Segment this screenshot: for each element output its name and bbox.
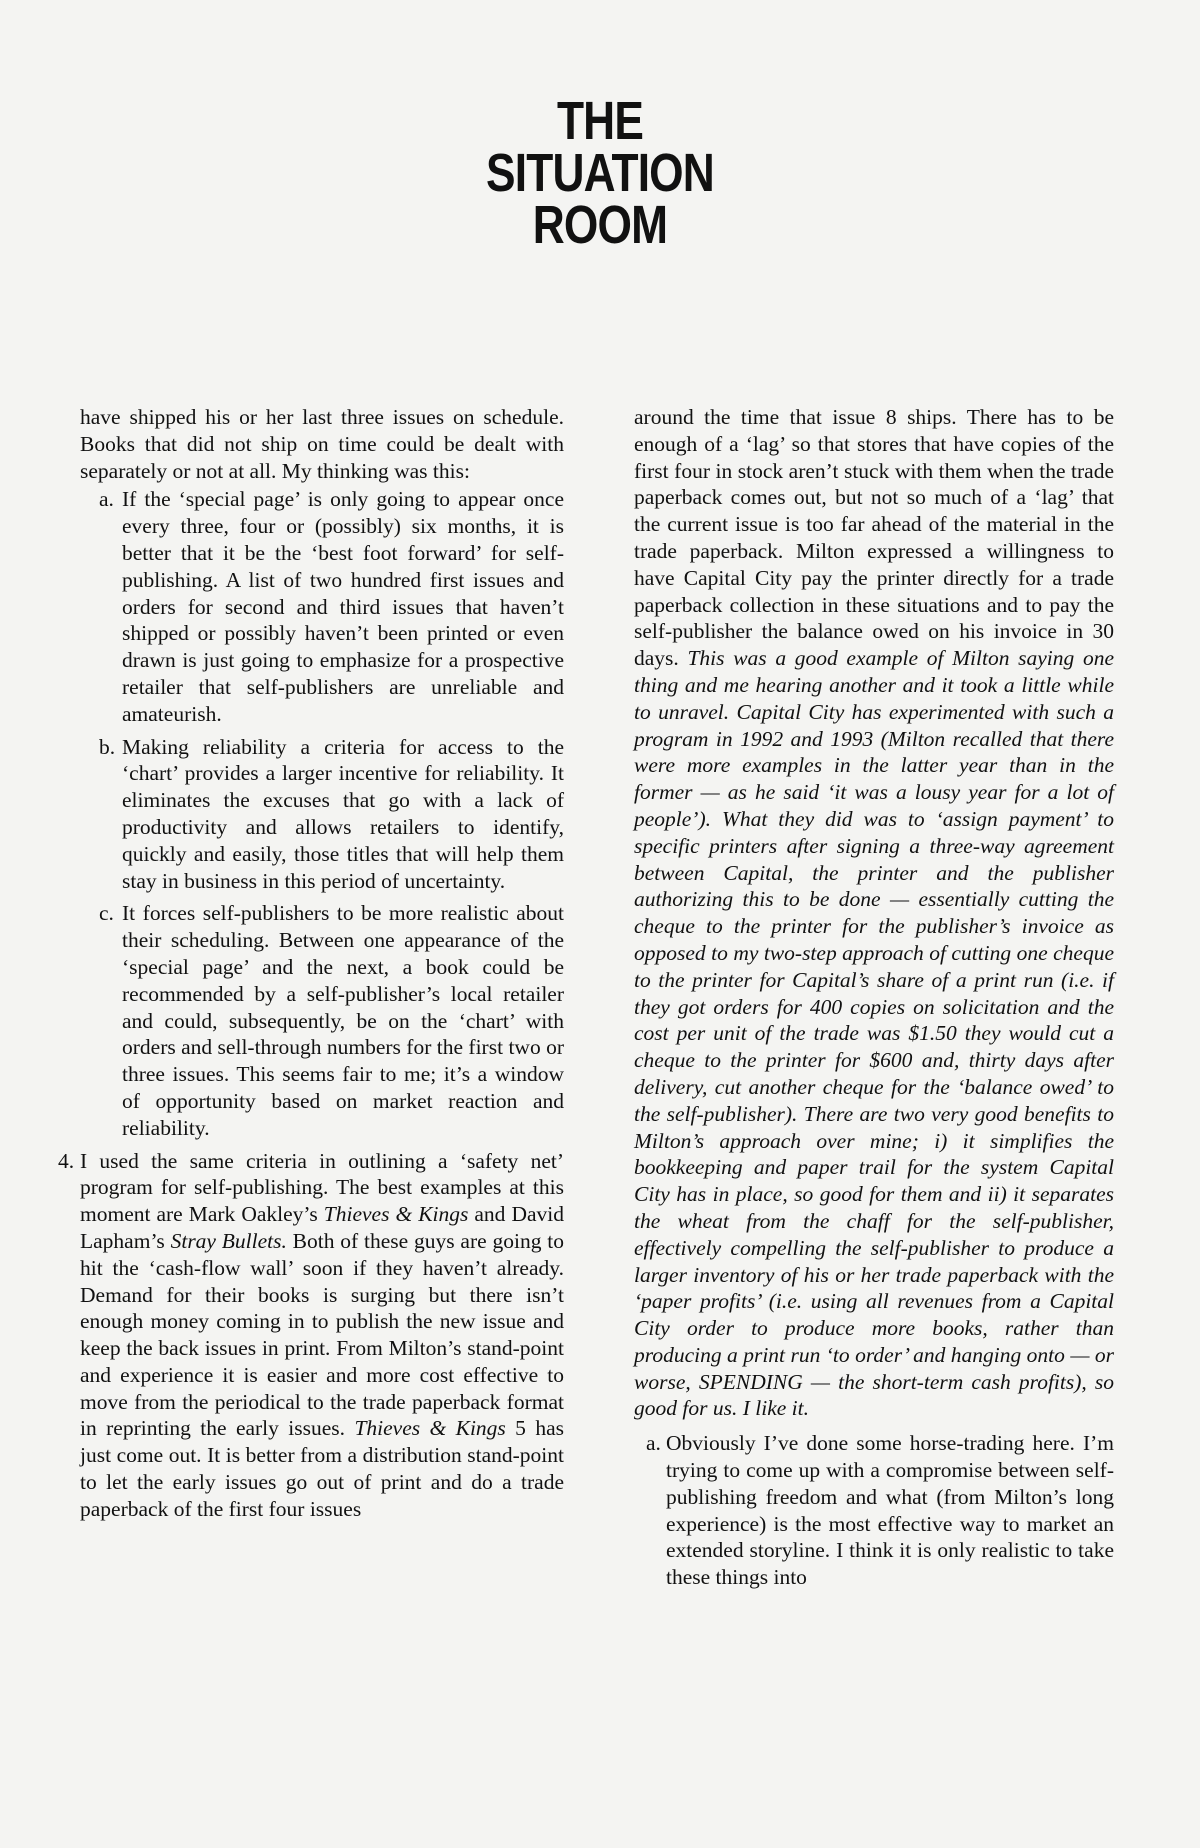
list-item-c [80,900,564,1141]
point-text: 5 has just come out. It is better from a distribution stand-point to let the early issues go out of print and do a trade paperback of the first four issues [80,1416,564,1521]
point-text: and David Lapham’s [80,1202,564,1253]
paragraph-italic-text: This was a good example of Milton saying one thing and me hearing another and it took a little while to unravel. Capital City has experimented with such a program in 1992 and 1993 (Milton recalled that there were more examples in the latter year than in the former — as he said ‘it was a lousy year for a lot of people’). What they did was to ‘assign payment’ to specific printers after signing a three-way agreement between Capital, the printer and the publisher authorizing this to be done — essentially cutting the cheque to the printer for the publisher’s invoice as opposed to my two-step approach of cutting one cheque to the printer for Capital’s share of a print run (i.e. if they got orders for 400 copies on solicitation and the cost per unit of the trade was $1.50 they would cut a cheque to the printer for $600 and, thirty days after delivery, cut another cheque for the ‘balance owed’ to the self-publisher). There are two very good benefits to Milton’s approach over mine; i) it simplifies the bookkeeping and paper trail for the system Capital City has in place, so good for them and ii) it separates the wheat from the chaff for the self-publisher, effectively compelling the self-publisher to produce a larger inventory of his or her trade paperback with the ‘paper profits’ (i.e. using all revenues from a Capital City order to produce more books, rather than producing a print run ‘to order’ and hanging onto — or worse, SPENDING — the short-term cash profits), so good for us. I like it. [634,646,1114,1421]
list-item-a-right [634,1430,1114,1591]
list-marker: a. [99,487,114,512]
title-stray-bullets: Stray Bullets. [170,1228,287,1253]
list-marker: c. [99,901,114,926]
point-text: Both of these guys are going to hit the ‘cash-flow wall’ soon if they haven’t already. Demand for their books is surging but there isn’t enough money coming in to publish the new issue and keep the back issues in print. From Milton’s stand-point and experience it is easier and more cost effective to move from the periodical to the trade paperback format in reprinting the early issues. [80,1228,564,1441]
title-line-1: THE [556,91,644,151]
list-item-text: It forces self-publishers to be more realistic about their scheduling. Between one appearance of the ‘special page’ and the next, a book could be recommended by a self-publisher’s local retailer and could, subsequently, be on the ‘chart’ with orders and sell-through numbers for the first two or three issues. This seems fair to me; it’s a window of opportunity based on market reaction and reliability. [122,901,564,1140]
title-line-2: SITUATION [486,143,714,203]
point-text: I used the same criteria in outlining a ‘safety net’ program for self-publishing. The best examples at this moment are Mark Oakley’s [80,1148,564,1227]
list-item-text: Making reliability a criteria for access to the ‘chart’ provides a larger incentive for reliability. It eliminates the excuses that go with a lack of productivity and allows retailers to identify, quickly and easily, those titles that will help them stay in business in this period of uncertainty. [122,734,564,893]
paragraph-roman-text: around the time that issue 8 ships. There has to be enough of a ‘lag’ so that stores that have copies of the first four in stock aren’t stuck with them when the trade paperback comes out, but not so much of a ‘lag’ that the current issue is too far ahead of the material in the trade paperback. Milton expressed a willingness to have Capital City pay the printer directly for a trade paperback collection in these situations and to pay the self-publisher the balance owed on his invoice in 30 days. [634,405,1114,671]
list-item-text: If the ‘special page’ is only going to appear once every three, four or (possibly) six months, it is better that it be the ‘best foot forward’ for self-publishing. A list of two hundred first issues and orders for second and third issues that haven’t shipped or possibly haven’t been printed or even drawn is just going to emphasize for a prospective retailer that self-publishers are unreliable and amateurish. [122,487,564,726]
list-marker: a. [646,1431,661,1456]
point-number: 4. [58,1148,75,1173]
intro-paragraph: have shipped his or her last three issues on schedule. Books that did not ship on time could be dealt with separately or not at all. My thinking was this: [80,405,564,483]
right-paragraph [634,404,1114,1422]
numbered-point-4 [58,1148,564,1523]
title-thieves-kings: Thieves & Kings [323,1202,469,1227]
list-item-b [80,734,564,895]
title-thieves-kings: Thieves & Kings [354,1416,506,1441]
list-item-text: Obviously I’ve done some horse-trading here. I’m trying to come up with a compromise between self-publishing freedom and what (from Milton’s long experience) is the most effective way to market an extended storyline. I think it is only realistic to take these things into [666,1431,1114,1590]
list-item-a [80,486,564,727]
left-column [58,404,564,1523]
page-title [108,91,1092,255]
right-column [634,404,1114,1597]
list-marker: b. [99,734,116,759]
title-line-3: ROOM [532,195,668,255]
